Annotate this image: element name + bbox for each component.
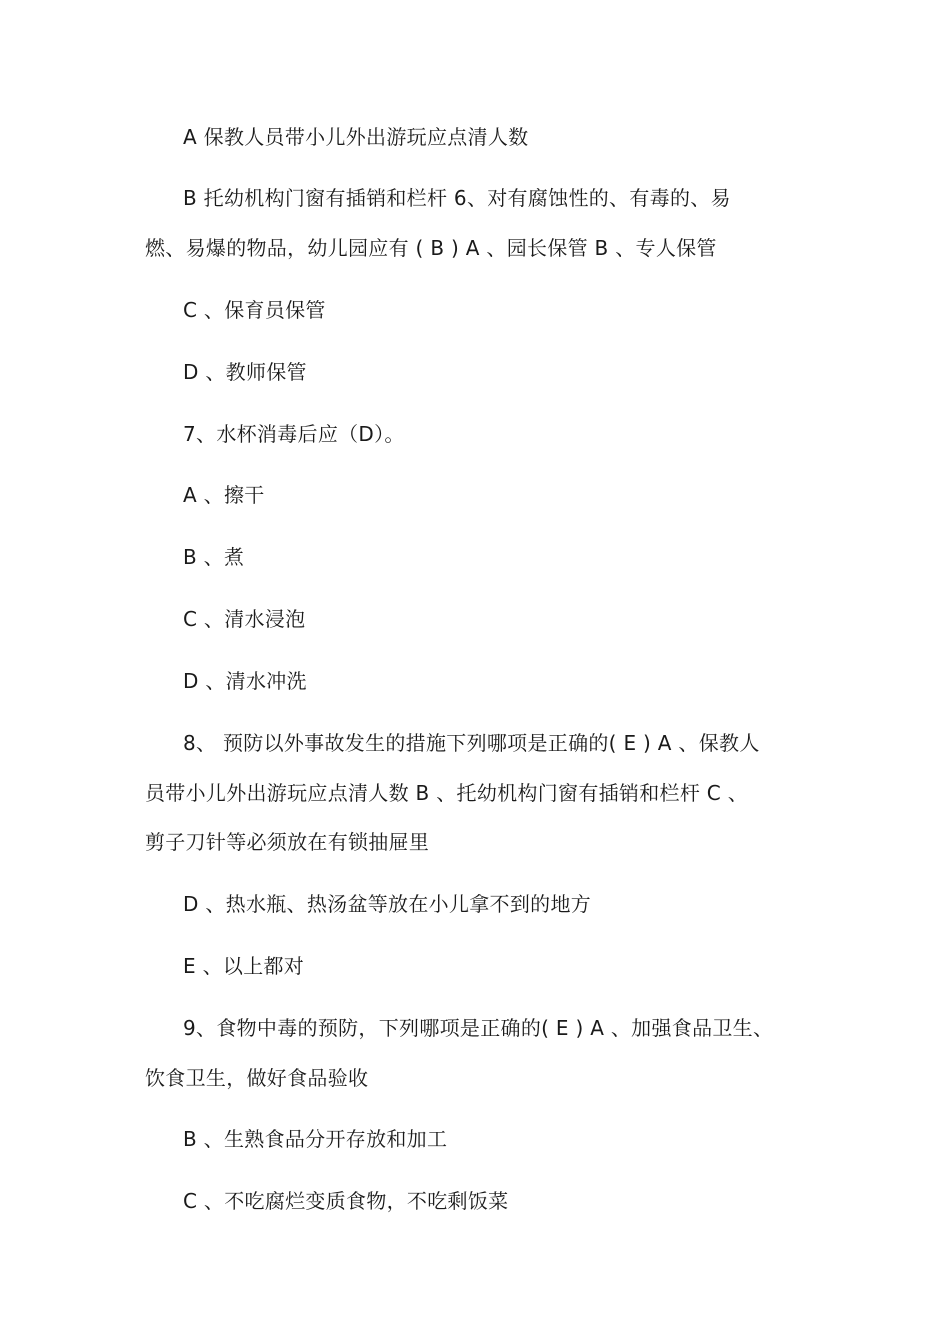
text-line: C 、保育员保管 [183, 298, 326, 322]
text-line: 剪子刀针等必须放在有锁抽屉里 [145, 830, 430, 854]
text-line: 7、水杯消毒后应（D）。 [183, 422, 405, 446]
text-line: B 、煮 [183, 545, 245, 569]
text-line: D 、清水冲洗 [183, 669, 307, 693]
text-line: C 、不吃腐烂变质食物，不吃剩饭菜 [183, 1189, 509, 1213]
text-line: A 、擦干 [183, 483, 265, 507]
text-line: 燃、易爆的物品，幼儿园应有 ( B ) A 、园长保管 B 、专人保管 [145, 236, 717, 260]
text-line: 饮食卫生，做好食品验收 [145, 1066, 369, 1090]
text-line: B 、生熟食品分开存放和加工 [183, 1127, 448, 1151]
text-line: B 托幼机构门窗有插销和栏杆 6、对有腐蚀性的、有毒的、易 [183, 186, 731, 210]
text-line: E 、以上都对 [183, 954, 305, 978]
text-line: 8、 预防以外事故发生的措施下列哪项是正确的( E ) A 、保教人 [183, 731, 760, 755]
text-line: 员带小儿外出游玩应点清人数 B 、托幼机构门窗有插销和栏杆 C 、 [145, 781, 749, 805]
text-line: D 、教师保管 [183, 360, 307, 384]
text-line: A 保教人员带小儿外出游玩应点清人数 [183, 125, 529, 149]
text-line: D 、热水瓶、热汤盆等放在小儿拿不到的地方 [183, 892, 592, 916]
text-line: 9、食物中毒的预防，下列哪项是正确的( E ) A 、加强食品卫生、 [183, 1016, 774, 1040]
text-line: C 、清水浸泡 [183, 607, 306, 631]
